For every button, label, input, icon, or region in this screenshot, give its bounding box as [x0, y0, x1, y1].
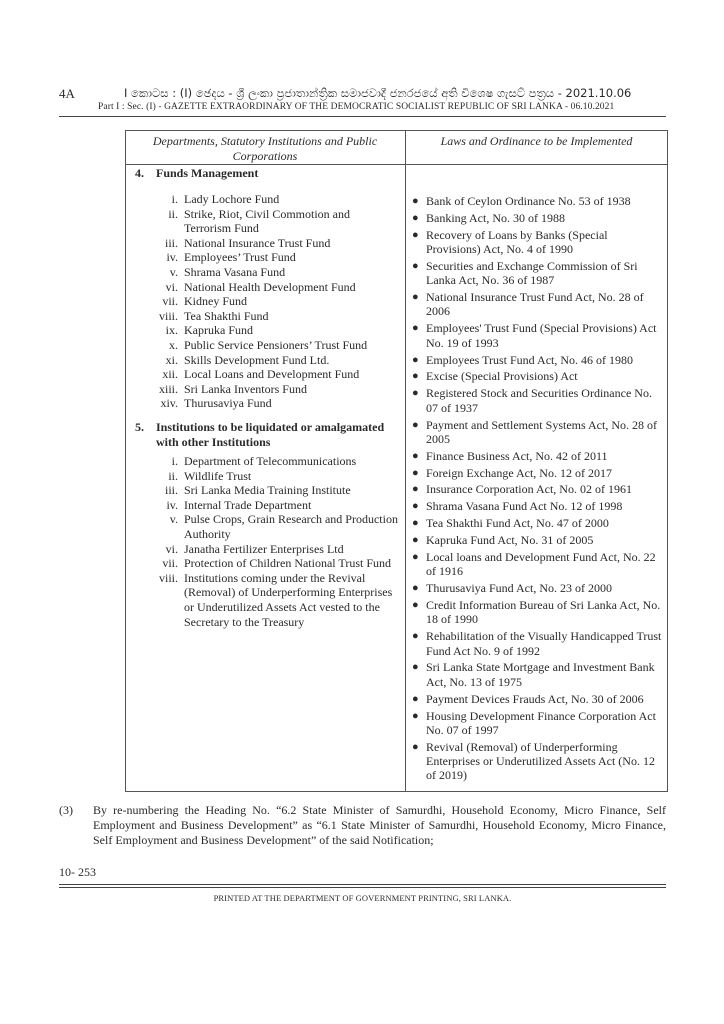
amendment-paragraph: [59, 803, 666, 848]
law-text: Foreign Exchange Act, No. 12 of 2017: [426, 465, 612, 480]
law-text: Securities and Exchange Commission of Sri Lanka Act, No. 36 of 1987: [426, 258, 638, 288]
item-numeral: i.: [171, 192, 178, 206]
header-sinhala-line: I කොටස : (I) ඡෙදය - ශ්‍රී ලංකා ප්‍රජාතාන්ත්‍රික සමාජවාදී ජනරජයේ අති විශෙෂ ගැසට් පත්‍රය - 2021.10.06: [124, 86, 632, 100]
bullet-icon: ●: [412, 599, 419, 612]
list-item: [126, 367, 404, 382]
law-text: Recovery of Loans by Banks (Special Provisions) Act, No. 4 of 1990: [426, 227, 608, 257]
item-numeral: ix.: [165, 323, 178, 338]
law-text: National Insurance Trust Fund Act, No. 28 of 2006: [426, 290, 644, 319]
law-text: Thurusaviya Fund Act, No. 23 of 2000: [426, 581, 612, 596]
item-text: Kapruka Fund: [184, 323, 253, 338]
bullet-icon: ●: [412, 353, 419, 366]
footer-rule: [59, 884, 666, 885]
bullet-icon: ●: [412, 709, 419, 722]
law-item: [412, 533, 664, 547]
list-item: [126, 338, 404, 353]
list-item: [126, 512, 404, 541]
paragraph-text: By re-numbering the Heading No. “6.2 State Minister of Samurdhi, Household Economy, Micro Finance, Self Employment and Business Development” as “6.1 State Minister of Samurdhi, Household Economy, Micro Finance, Self Employment and Business Development” of the said Notification;: [93, 803, 666, 847]
law-text: Registered Stock and Securities Ordinance No. 07 of 1937: [426, 386, 652, 415]
bullet-icon: ●: [412, 259, 419, 272]
item-text: Thurusaviya Fund: [184, 396, 272, 411]
item-text: Janatha Fertilizer Enterprises Ltd: [184, 541, 344, 556]
item-text: Tea Shakthi Fund: [184, 308, 269, 323]
item-text: Wildlife Trust: [184, 468, 252, 483]
item-numeral: iii.: [164, 235, 178, 250]
list-item: [126, 323, 404, 338]
bullet-icon: ●: [412, 692, 419, 705]
list-item: [126, 382, 404, 397]
list-item: [126, 265, 404, 280]
item-text: Lady Lochore Fund: [184, 192, 280, 206]
law-item: [412, 598, 664, 627]
laws-list: [412, 194, 664, 785]
list-item: [126, 483, 404, 498]
funds-list: [126, 192, 404, 411]
law-text: Insurance Corporation Act, No. 02 of 1961: [426, 482, 632, 497]
law-text: Local loans and Development Fund Act, No. 22 of 1916: [426, 550, 656, 579]
bullet-icon: ●: [412, 534, 419, 547]
bullet-icon: ●: [412, 500, 419, 513]
law-item: [412, 321, 664, 350]
bullet-icon: ●: [412, 483, 419, 496]
footer-rule: [59, 887, 666, 888]
law-item: [412, 499, 664, 513]
law-text: Rehabilitation of the Visually Handicapped Trust Fund Act No. 9 of 1992: [426, 629, 662, 658]
bullet-icon: ●: [412, 291, 419, 304]
law-item: [412, 290, 664, 319]
list-item: [126, 469, 404, 484]
column-header-departments: Departments, Statutory Institutions and Public Corporations: [152, 134, 378, 163]
bullet-icon: ●: [412, 630, 419, 643]
item-text: Local Loans and Development Fund: [184, 367, 360, 382]
item-text: National Health Development Fund: [184, 279, 356, 294]
item-text: Shrama Vasana Fund: [184, 264, 286, 279]
law-text: Credit Information Bureau of Sri Lanka Act, No. 18 of 1990: [426, 598, 661, 627]
item-numeral: ii.: [168, 206, 178, 221]
header-row-divider: [126, 164, 667, 165]
item-text: Public Service Pensioners’ Trust Fund: [184, 337, 368, 352]
item-text: Department of Telecommunications: [184, 454, 357, 468]
item-numeral: xi.: [165, 352, 178, 367]
item-numeral: viii.: [158, 308, 178, 323]
law-text: Banking Act, No. 30 of 1988: [426, 210, 565, 225]
bullet-icon: ●: [412, 661, 419, 674]
item-numeral: v.: [169, 512, 178, 527]
law-item: [412, 516, 664, 530]
bullet-icon: ●: [412, 551, 419, 564]
law-item: [412, 194, 664, 208]
bullet-icon: ●: [412, 466, 419, 479]
item-numeral: i.: [171, 454, 178, 468]
item-numeral: iv.: [166, 250, 178, 265]
law-item: [412, 692, 664, 706]
law-text: Kapruka Fund Act, No. 31 of 2005: [426, 533, 594, 548]
list-item: [126, 192, 404, 207]
bullet-icon: ●: [412, 228, 419, 241]
item-text: National Insurance Trust Fund: [184, 235, 331, 250]
paragraph-number: (3): [59, 803, 73, 817]
item-numeral: vii.: [162, 556, 178, 571]
header-english-line: Part I : Sec. (I) - GAZETTE EXTRAORDINARY OF THE DEMOCRATIC SOCIALIST REPUBLIC OF SRI LANKA - 06.10.2021: [98, 102, 615, 112]
item-numeral: vii.: [162, 294, 178, 309]
item-numeral: v.: [169, 264, 178, 279]
bullet-icon: ●: [412, 449, 419, 462]
law-item: [412, 466, 664, 480]
item-text: Skills Development Fund Ltd.: [184, 352, 330, 367]
bullet-icon: ●: [412, 418, 419, 431]
law-item: [412, 482, 664, 496]
law-item: [412, 709, 664, 738]
item-numeral: ii.: [168, 468, 178, 483]
column-divider: [405, 131, 406, 791]
law-item: [412, 740, 664, 783]
list-item: [126, 207, 404, 236]
item-text: Kidney Fund: [184, 294, 247, 309]
law-text: Excise (Special Provisions) Act: [426, 369, 578, 384]
item-numeral: iii.: [164, 483, 178, 498]
item-text: Employees’ Trust Fund: [184, 250, 296, 265]
bullet-icon: ●: [412, 322, 419, 335]
item-text: Protection of Children National Trust Fund: [184, 556, 391, 571]
item-text: Pulse Crops, Grain Research and Production Authority: [184, 512, 398, 541]
law-text: Payment and Settlement Systems Act, No. 28 of 2005: [426, 417, 657, 446]
law-text: Tea Shakthi Fund Act, No. 47 of 2000: [426, 516, 609, 531]
page-number: 4A: [59, 86, 75, 101]
bullet-icon: ●: [412, 387, 419, 400]
law-text: Bank of Ceylon Ordinance No. 53 of 1938: [426, 194, 631, 208]
law-item: [412, 259, 664, 288]
law-text: Payment Devices Frauds Act, No. 30 of 2006: [426, 691, 644, 706]
law-item: [412, 581, 664, 595]
list-item: [126, 542, 404, 557]
section-title: Institutions to be liquidated or amalgamated with other Institutions: [156, 420, 385, 449]
institutions-laws-table: [125, 130, 668, 792]
item-numeral: xii.: [162, 367, 178, 382]
law-item: [412, 369, 664, 383]
law-item: [412, 449, 664, 463]
list-item: [126, 396, 404, 411]
list-item: [126, 454, 404, 469]
bullet-icon: ●: [412, 517, 419, 530]
list-item: [126, 280, 404, 295]
section-number: 5.: [135, 420, 144, 434]
item-text: Sri Lanka Media Training Institute: [184, 483, 351, 498]
bullet-icon: ●: [412, 582, 419, 595]
list-item: [126, 556, 404, 571]
list-item: [126, 250, 404, 265]
bullet-icon: ●: [412, 195, 419, 207]
list-item: [126, 309, 404, 324]
section-number: 4.: [135, 166, 144, 180]
law-item: [412, 550, 664, 579]
institutions-list: [126, 454, 404, 629]
law-text: Revival (Removal) of Underperforming Enterprises or Underutilized Assets Act (No. 12 of 2019): [426, 739, 655, 783]
column-header-laws: Laws and Ordinance to be Implemented: [440, 134, 633, 148]
law-item: [412, 629, 664, 658]
list-item: [126, 236, 404, 251]
item-numeral: xiii.: [158, 381, 178, 396]
list-item: [126, 498, 404, 513]
item-numeral: x.: [169, 337, 178, 352]
list-item: [126, 353, 404, 368]
law-text: Shrama Vasana Fund Act No. 12 of 1998: [426, 499, 623, 514]
law-item: [412, 660, 664, 689]
item-text: Strike, Riot, Civil Commotion and Terrorism Fund: [184, 206, 351, 236]
item-text: Institutions coming under the Revival (Removal) of Underperforming Enterprises or Underutilized Assets Act vested to the Secretary to the Treasury: [184, 570, 393, 629]
law-item: [412, 353, 664, 367]
law-text: Finance Business Act, No. 42 of 2011: [426, 448, 608, 463]
section-title: Funds Management: [156, 166, 259, 180]
item-text: Sri Lanka Inventors Fund: [184, 381, 307, 396]
bullet-icon: ●: [412, 370, 419, 383]
header-rule: [59, 116, 666, 117]
printer-credit: PRINTED AT THE DEPARTMENT OF GOVERNMENT PRINTING, SRI LANKA.: [213, 893, 512, 903]
law-text: Employees' Trust Fund (Special Provisions) Act No. 19 of 1993: [426, 321, 657, 350]
item-numeral: iv.: [166, 497, 178, 512]
law-text: Employees Trust Fund Act, No. 46 of 1980: [426, 352, 634, 367]
document-reference: 10- 253: [59, 865, 96, 879]
law-item: [412, 386, 664, 415]
item-numeral: xiv.: [160, 396, 178, 411]
item-numeral: vi.: [165, 541, 178, 556]
law-item: [412, 418, 664, 447]
law-item: [412, 228, 664, 257]
list-item: [126, 571, 404, 629]
item-text: Internal Trade Department: [184, 497, 312, 512]
item-numeral: viii.: [158, 570, 178, 585]
bullet-icon: ●: [412, 211, 419, 224]
law-text: Housing Development Finance Corporation Act No. 07 of 1997: [426, 708, 656, 737]
law-item: [412, 211, 664, 225]
item-numeral: vi.: [165, 279, 178, 294]
bullet-icon: ●: [412, 740, 419, 753]
list-item: [126, 294, 404, 309]
law-text: Sri Lanka State Mortgage and Investment Bank Act, No. 13 of 1975: [426, 660, 655, 689]
